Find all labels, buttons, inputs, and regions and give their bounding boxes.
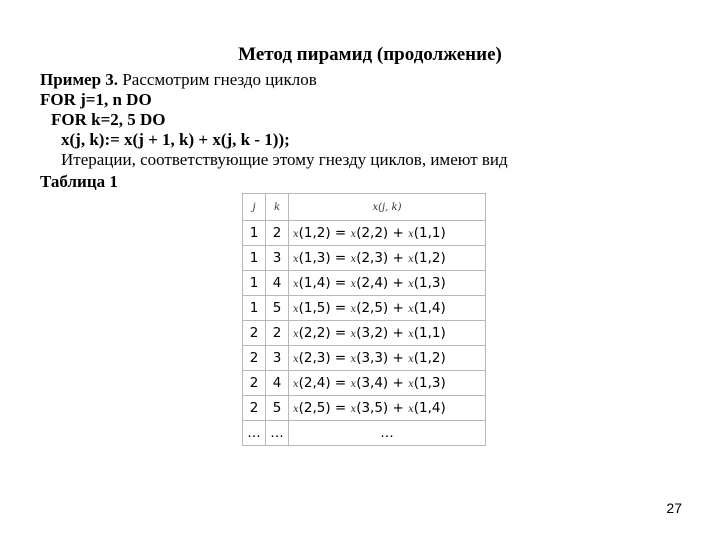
expr-term-a: (3,4) + [356, 375, 404, 391]
expr-term-a: (2,2) + [356, 225, 404, 241]
expr-lhs: (2,3) = [298, 350, 347, 366]
table-row [243, 246, 486, 271]
header-expr: x(j, k) [289, 194, 486, 221]
expr-term-b: (1,3) [413, 275, 446, 291]
cell-expr [289, 396, 486, 421]
table-row [243, 346, 486, 371]
x-symbol: x [293, 404, 299, 415]
header-k: k [266, 194, 289, 221]
expr-lhs: (1,3) = [298, 250, 347, 266]
x-symbol: x [293, 279, 299, 290]
x-symbol: x [350, 379, 357, 390]
table-row [243, 396, 486, 421]
x-symbol: x [350, 404, 357, 415]
cell-j: … [243, 421, 266, 446]
cell-k: 3 [266, 346, 289, 371]
expr-term-b: (1,1) [413, 325, 446, 341]
cell-j: 1 [243, 221, 266, 246]
expr-term-a: (3,5) + [356, 400, 404, 416]
table-row-ellipsis [243, 421, 486, 446]
expr-term-b: (1,4) [413, 400, 446, 416]
expr-term-b: (1,2) [413, 350, 446, 366]
cell-k: 3 [266, 246, 289, 271]
expr-term-b: (1,1) [413, 225, 446, 241]
cell-expr: … [289, 421, 486, 446]
expr-lhs: (1,5) = [298, 300, 347, 316]
cell-expr [289, 371, 486, 396]
table-caption: Таблица 1 [40, 172, 118, 191]
expr-term-b: (1,2) [413, 250, 446, 266]
cell-expr [289, 296, 486, 321]
x-symbol: x [408, 254, 414, 265]
table-row [243, 371, 486, 396]
x-symbol: x [408, 379, 414, 390]
example-label: Пример 3. [40, 70, 119, 89]
x-symbol: x [350, 329, 357, 340]
cell-k: … [266, 421, 289, 446]
expr-term-a: (3,2) + [356, 325, 404, 341]
cell-k: 4 [266, 271, 289, 296]
expr-term-a: (3,3) + [356, 350, 404, 366]
iterations-text: Итерации, соответствующие этому гнезду циклов, имеют вид [61, 150, 508, 169]
cell-expr [289, 246, 486, 271]
x-symbol: x [408, 229, 414, 240]
cell-k: 4 [266, 371, 289, 396]
table-header-row [243, 194, 486, 221]
x-symbol: x [350, 254, 357, 265]
expr-lhs: (2,5) = [298, 400, 347, 416]
example-text: Рассмотрим гнездо циклов [118, 70, 317, 89]
cell-j: 2 [243, 396, 266, 421]
cell-j: 2 [243, 371, 266, 396]
expr-term-a: (2,3) + [356, 250, 404, 266]
cell-k: 5 [266, 396, 289, 421]
expr-term-a: (2,5) + [356, 300, 404, 316]
expr-term-b: (1,4) [413, 300, 446, 316]
expr-lhs: (2,4) = [298, 375, 347, 391]
x-symbol: x [293, 329, 299, 340]
x-symbol: x [293, 229, 299, 240]
x-symbol: x [408, 279, 414, 290]
expr-term-b: (1,3) [413, 375, 446, 391]
x-symbol: x [293, 254, 299, 265]
cell-k: 5 [266, 296, 289, 321]
expr-lhs: (2,2) = [298, 325, 347, 341]
table-row [243, 296, 486, 321]
code-line-inner-loop: FOR k=2, 5 DO [51, 110, 166, 129]
slide-title: Метод пирамид (продолжение) [238, 44, 502, 65]
cell-expr [289, 321, 486, 346]
x-symbol: x [350, 304, 357, 315]
cell-j: 1 [243, 271, 266, 296]
cell-k: 2 [266, 321, 289, 346]
table-row [243, 321, 486, 346]
x-symbol: x [350, 279, 357, 290]
example-line [40, 70, 317, 90]
cell-k: 2 [266, 221, 289, 246]
expr-term-a: (2,4) + [356, 275, 404, 291]
table-row [243, 271, 486, 296]
cell-expr [289, 346, 486, 371]
header-j: j [243, 194, 266, 221]
x-symbol: x [408, 329, 414, 340]
code-line-assignment: x(j, k):= x(j + 1, k) + x(j, k - 1)); [61, 130, 290, 149]
x-symbol: x [408, 404, 414, 415]
cell-j: 2 [243, 346, 266, 371]
code-line-outer-loop: FOR j=1, n DO [40, 90, 152, 109]
cell-j: 1 [243, 246, 266, 271]
expr-lhs: (1,2) = [298, 225, 347, 241]
x-symbol: x [293, 379, 299, 390]
table-row [243, 221, 486, 246]
iterations-table [242, 193, 486, 446]
x-symbol: x [408, 304, 414, 315]
cell-expr [289, 271, 486, 296]
x-symbol: x [350, 354, 357, 365]
x-symbol: x [408, 354, 414, 365]
x-symbol: x [293, 354, 299, 365]
cell-j: 1 [243, 296, 266, 321]
page-number: 27 [666, 500, 682, 516]
x-symbol: x [350, 229, 357, 240]
cell-j: 2 [243, 321, 266, 346]
cell-expr [289, 221, 486, 246]
expr-lhs: (1,4) = [298, 275, 347, 291]
x-symbol: x [293, 304, 299, 315]
